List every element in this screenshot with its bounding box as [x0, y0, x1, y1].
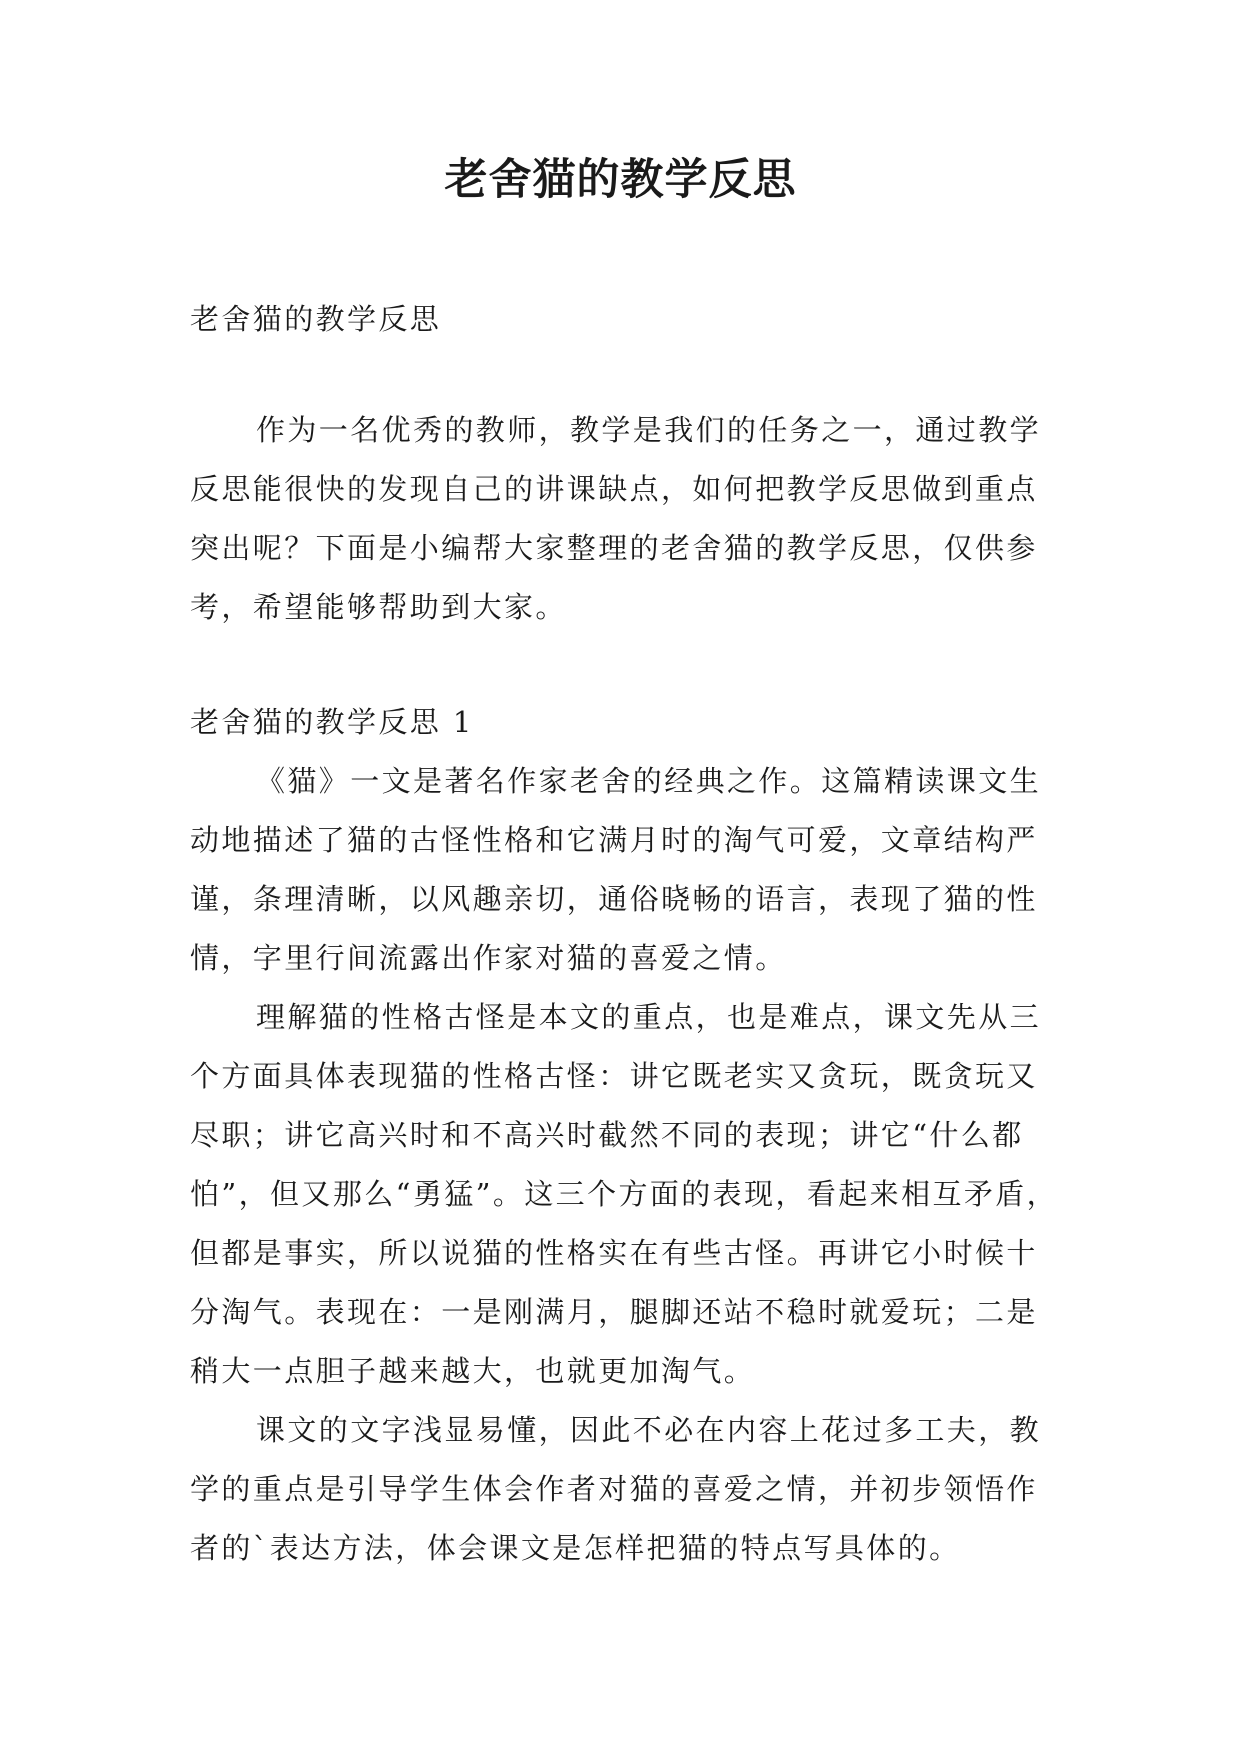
section-heading: 老舍猫的教学反思 1 — [190, 705, 474, 739]
section-body — [190, 752, 1060, 1578]
section-paragraph: 理解猫的性格古怪是本文的重点，也是难点，课文先从三个方面具体表现猫的性格古怪：讲它既老实又贪玩，既贪玩又尽职；讲它高兴时和不高兴时截然不同的表现；讲它“什么都怕”，但又那么“勇猛”。这三个方面的表现，看起来相互矛盾，但都是事实，所以说猫的性格实在有些古怪。再讲它小时候十分淘气。表现在：一是刚满月，腿脚还站不稳时就爱玩；二是稍大一点胆子越来越大，也就更加淘气。 — [190, 1000, 1059, 1388]
section-paragraph: 《猫》一文是著名作家老舍的经典之作。这篇精读课文生动地描述了猫的古怪性格和它满月时的淘气可爱，文章结构严谨，条理清晰，以风趣亲切，通俗晓畅的语言，表现了猫的性情，字里行间流露出作家对猫的喜爱之情。 — [190, 764, 1042, 975]
section-paragraph: 课文的文字浅显易懂，因此不必在内容上花过多工夫，教学的重点是引导学生体会作者对猫的喜爱之情，并初步领悟作者的`表达方法，体会课文是怎样把猫的特点写具体的。 — [190, 1413, 1042, 1565]
document-subtitle: 老舍猫的教学反思 — [190, 302, 442, 336]
intro-paragraph: 作为一名优秀的教师，教学是我们的任务之一，通过教学反思能很快的发现自己的讲课缺点，如何把教学反思做到重点突出呢？下面是小编帮大家整理的老舍猫的教学反思，仅供参考，希望能够帮助到大家。 — [190, 413, 1042, 624]
document-title: 老舍猫的教学反思 — [444, 155, 797, 205]
